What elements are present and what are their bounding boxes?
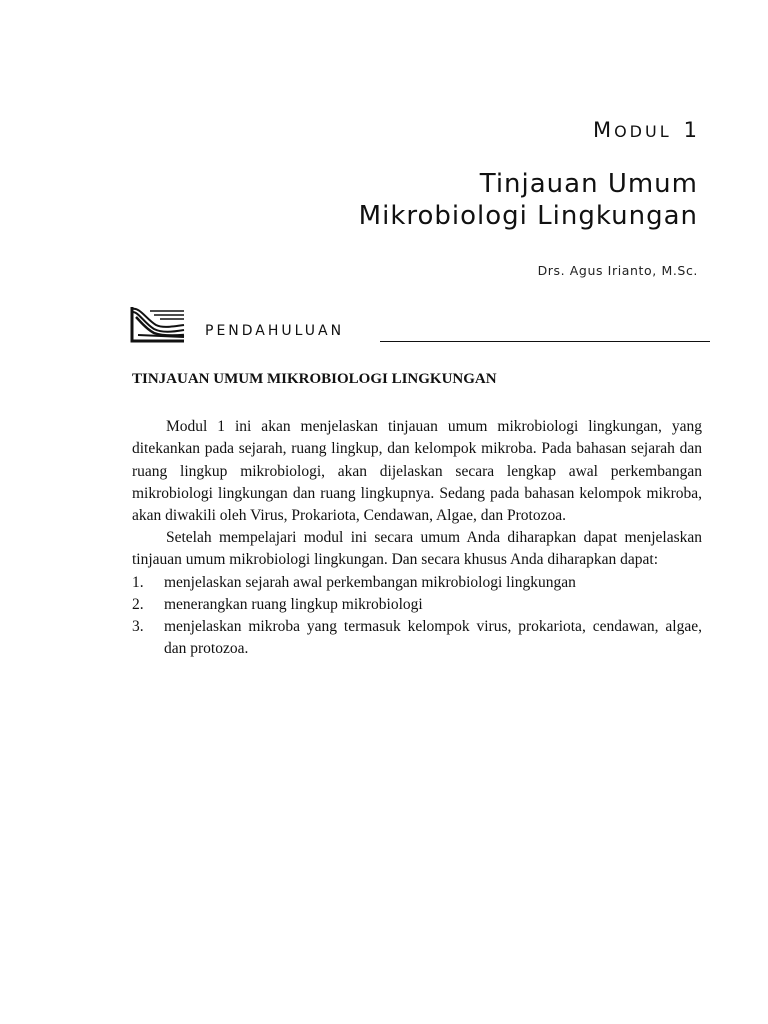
list-item — [132, 572, 702, 594]
objectives-list — [132, 572, 702, 661]
body-content — [132, 368, 702, 660]
title-line-2: Mikrobiologi Lingkungan — [358, 201, 698, 231]
list-text: menerangkan ruang lingkup mikrobiologi — [164, 595, 423, 613]
module-title — [359, 168, 698, 232]
content-heading: TINJAUAN UMUM MIKROBIOLOGI LINGKUNGAN — [132, 371, 497, 387]
list-number: 3. — [132, 618, 144, 636]
section-header — [130, 305, 710, 345]
paragraph-1: Modul 1 ini akan menjelaskan tinjauan umum mikrobiologi lingkungan, yang ditekankan pada sejarah, ruang lingkup, dan kelompok mikroba. Pada bahasan sejarah dan ruang lingkup mikrobiologi, akan dijelaskan secara lengkap awal perkembangan mikrobiologi lingkungan dan ruang lingkupnya. Sedang pada bahasan kelompok mikroba, akan diwakili oleh Virus, Prokariota, Cendawan, Algae, dan Protozoa. — [132, 418, 702, 525]
list-number: 2. — [132, 595, 144, 613]
title-line-1: Tinjauan Umum — [479, 169, 698, 199]
module-number: 1 — [683, 118, 700, 142]
module-label — [593, 118, 700, 142]
book-pages-icon — [130, 305, 186, 345]
paragraph-2: Setelah mempelajari modul ini secara umum Anda diharapkan dapat menjelaskan tinjauan umum mikrobiologi lingkungan. Dan secara khusus Anda diharapkan dapat: — [132, 529, 702, 569]
module-prefix-cap: M — [592, 118, 615, 142]
list-number: 1. — [132, 573, 144, 591]
author-name: Drs. Agus Irianto, M.Sc. — [537, 263, 698, 278]
section-rule — [380, 341, 710, 342]
list-text: menjelaskan sejarah awal perkembangan mikrobiologi lingkungan — [164, 573, 576, 591]
module-prefix-rest: ODUL — [614, 122, 672, 141]
section-title: PENDAHULUAN — [205, 323, 345, 339]
list-item — [132, 594, 702, 616]
list-text: menjelaskan mikroba yang termasuk kelompok virus, prokariota, cendawan, algae, dan protozoa. — [164, 618, 702, 658]
list-item — [132, 616, 702, 660]
